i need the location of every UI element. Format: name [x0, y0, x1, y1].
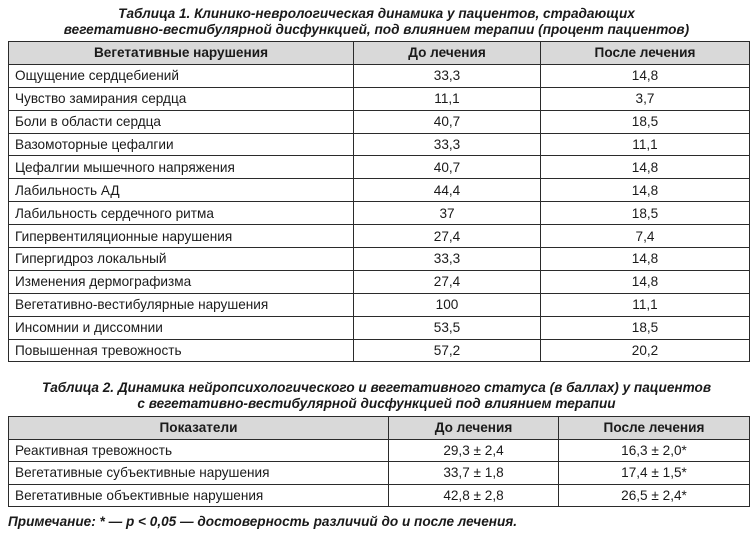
row-label-cell: Повышенная тревожность	[9, 339, 354, 362]
table-row	[9, 248, 750, 271]
table2	[8, 416, 750, 507]
after-treatment-cell: 17,4 ± 1,5*	[559, 462, 750, 485]
table-row	[9, 202, 750, 225]
table2-header-row	[9, 417, 750, 440]
table1-caption-line2: вегетативно-вестибулярной дисфункцией, под влиянием терапии (процент пациентов)	[63, 22, 690, 37]
before-treatment-cell: 33,7 ± 1,8	[389, 462, 559, 485]
table1-header-cell: Вегетативные нарушения	[9, 42, 354, 65]
after-treatment-cell: 20,2	[541, 339, 750, 362]
row-label-cell: Изменения дермографизма	[9, 270, 354, 293]
row-label-cell: Гипервентиляционные нарушения	[9, 225, 354, 248]
after-treatment-cell: 14,8	[541, 179, 750, 202]
table-row	[9, 339, 750, 362]
after-treatment-cell: 11,1	[541, 133, 750, 156]
before-treatment-cell: 27,4	[354, 270, 541, 293]
row-label-cell: Вегетативные субъективные нарушения	[9, 462, 389, 485]
table-row	[9, 156, 750, 179]
after-treatment-cell: 18,5	[541, 110, 750, 133]
row-label-cell: Вазомоторные цефалгии	[9, 133, 354, 156]
before-treatment-cell: 40,7	[354, 110, 541, 133]
table-row	[9, 110, 750, 133]
after-treatment-cell: 14,8	[541, 248, 750, 271]
after-treatment-cell: 16,3 ± 2,0*	[559, 439, 750, 462]
before-treatment-cell: 11,1	[354, 87, 541, 110]
after-treatment-cell: 26,5 ± 2,4*	[559, 484, 750, 507]
before-treatment-cell: 27,4	[354, 225, 541, 248]
table1-caption	[0, 6, 753, 38]
before-treatment-cell: 33,3	[354, 248, 541, 271]
footnote: Примечание: * — p < 0,05 — достоверность различий до и после лечения.	[8, 514, 518, 529]
before-treatment-cell: 29,3 ± 2,4	[389, 439, 559, 462]
table2-header-cell: Показатели	[9, 417, 389, 440]
table-row	[9, 439, 750, 462]
table-row	[9, 87, 750, 110]
before-treatment-cell: 33,3	[354, 64, 541, 87]
row-label-cell: Инсомнии и диссомнии	[9, 316, 354, 339]
table-row	[9, 64, 750, 87]
table2-caption-line2: с вегетативно-вестибулярной дисфункцией под влиянием терапии	[137, 396, 616, 411]
table-row	[9, 293, 750, 316]
after-treatment-cell: 18,5	[541, 316, 750, 339]
table-row	[9, 225, 750, 248]
row-label-cell: Ощущение сердцебиений	[9, 64, 354, 87]
row-label-cell: Вегетативные объективные нарушения	[9, 484, 389, 507]
after-treatment-cell: 14,8	[541, 64, 750, 87]
table-row	[9, 484, 750, 507]
table1-header-cell: После лечения	[541, 42, 750, 65]
row-label-cell: Цефалгии мышечного напряжения	[9, 156, 354, 179]
before-treatment-cell: 44,4	[354, 179, 541, 202]
after-treatment-cell: 7,4	[541, 225, 750, 248]
row-label-cell: Реактивная тревожность	[9, 439, 389, 462]
before-treatment-cell: 33,3	[354, 133, 541, 156]
before-treatment-cell: 53,5	[354, 316, 541, 339]
row-label-cell: Лабильность сердечного ритма	[9, 202, 354, 225]
table-row	[9, 270, 750, 293]
row-label-cell: Лабильность АД	[9, 179, 354, 202]
before-treatment-cell: 40,7	[354, 156, 541, 179]
before-treatment-cell: 57,2	[354, 339, 541, 362]
table1-header-row	[9, 42, 750, 65]
before-treatment-cell: 37	[354, 202, 541, 225]
row-label-cell: Вегетативно-вестибулярные нарушения	[9, 293, 354, 316]
table1-header-cell: До лечения	[354, 42, 541, 65]
table2-caption	[0, 380, 753, 412]
row-label-cell: Боли в области сердца	[9, 110, 354, 133]
table-row	[9, 133, 750, 156]
after-treatment-cell: 18,5	[541, 202, 750, 225]
table-row	[9, 179, 750, 202]
table2-caption-line1: Таблица 2. Динамика нейропсихологического и вегетативного статуса (в баллах) у пациентов	[41, 380, 712, 395]
after-treatment-cell: 11,1	[541, 293, 750, 316]
table2-header-cell: До лечения	[389, 417, 559, 440]
table2-header-cell: После лечения	[559, 417, 750, 440]
row-label-cell: Чувство замирания сердца	[9, 87, 354, 110]
row-label-cell: Гипергидроз локальный	[9, 248, 354, 271]
after-treatment-cell: 14,8	[541, 270, 750, 293]
after-treatment-cell: 14,8	[541, 156, 750, 179]
table-row	[9, 462, 750, 485]
table1	[8, 41, 750, 362]
before-treatment-cell: 100	[354, 293, 541, 316]
table1-caption-line1: Таблица 1. Клинико-неврологическая динамика у пациентов, страдающих	[118, 6, 635, 21]
table-row	[9, 316, 750, 339]
after-treatment-cell: 3,7	[541, 87, 750, 110]
before-treatment-cell: 42,8 ± 2,8	[389, 484, 559, 507]
